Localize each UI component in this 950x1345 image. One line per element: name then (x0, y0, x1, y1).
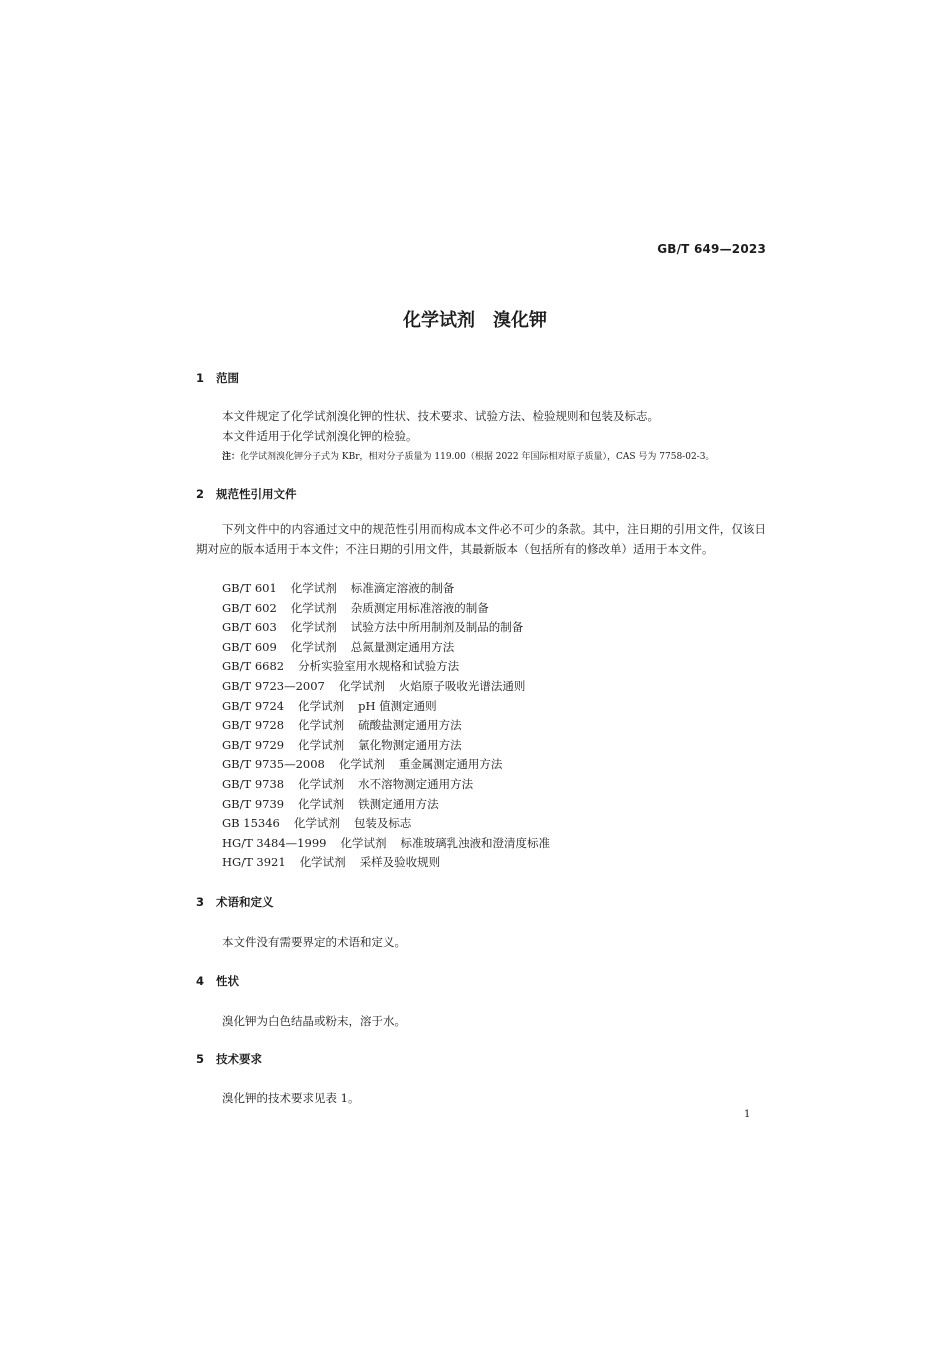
reference-category: 化学试剂 (290, 600, 337, 615)
reference-item (222, 639, 550, 659)
reference-item (222, 698, 550, 718)
reference-code: GB/T 9723—2007 (222, 678, 325, 693)
reference-title: 重金属测定通用方法 (398, 757, 503, 772)
reference-code: GB/T 9724 (222, 698, 285, 713)
reference-title: 火焰原子吸收光谱法通则 (398, 678, 526, 693)
page-number: 1 (744, 1109, 751, 1120)
section-title: 术语和定义 (216, 895, 274, 909)
section-1-heading (196, 370, 239, 386)
reference-item (222, 619, 550, 639)
reference-category: 化学试剂 (338, 678, 385, 693)
section-number: 3 (196, 895, 205, 909)
reference-category: 化学试剂 (290, 581, 337, 595)
section-title: 范围 (216, 371, 239, 385)
reference-code: GB/T 602 (222, 600, 277, 615)
reference-category: 化学试剂 (298, 796, 345, 811)
section-5-heading (196, 1051, 262, 1067)
reference-title: 采样及验收规则 (359, 855, 441, 870)
reference-code: GB/T 9735—2008 (222, 757, 325, 772)
reference-code: GB/T 9728 (222, 718, 285, 733)
reference-item (222, 600, 550, 620)
reference-title: 试验方法中所用制剂及制品的制备 (350, 620, 524, 635)
section-title: 规范性引用文件 (216, 487, 297, 501)
reference-code: GB/T 9729 (222, 737, 285, 752)
reference-category: 化学试剂 (298, 737, 345, 752)
reference-title: pH 值测定通则 (358, 698, 437, 713)
reference-category: 化学试剂 (293, 816, 340, 831)
section-number: 5 (196, 1052, 205, 1066)
terms-paragraph: 本文件没有需要界定的术语和定义。 (222, 935, 406, 949)
reference-category: 化学试剂 (290, 620, 337, 635)
scope-paragraph-1: 本文件规定了化学试剂溴化钾的性状、技术要求、试验方法、检验规则和包装及标志。 (222, 409, 659, 423)
reference-title: 氯化物测定通用方法 (358, 737, 462, 752)
reference-category: 化学试剂 (298, 698, 345, 713)
document-code: GB/T 649—2023 (657, 242, 766, 256)
reference-item (222, 854, 550, 874)
reference-code: GB/T 601 (222, 581, 277, 595)
reference-category: 化学试剂 (298, 718, 345, 733)
section-3-heading (196, 894, 274, 910)
reference-item (222, 835, 550, 855)
note-label: 注： (222, 452, 241, 462)
reference-code: HG/T 3484—1999 (222, 835, 327, 850)
reference-item (222, 658, 550, 678)
reference-title: 标准玻璃乳浊液和澄清度标准 (400, 835, 550, 850)
document-title: 化学试剂 溴化钾 (403, 310, 547, 331)
reference-code: GB/T 609 (222, 639, 277, 654)
section-number: 2 (196, 487, 205, 501)
properties-paragraph: 溴化钾为白色结晶或粉末，溶于水。 (222, 1014, 406, 1028)
requirements-paragraph: 溴化钾的技术要求见表 1。 (222, 1091, 360, 1105)
reference-item (222, 796, 550, 816)
reference-title: 总氮量测定通用方法 (350, 639, 455, 654)
reference-item (222, 737, 550, 757)
reference-category: 化学试剂 (338, 757, 385, 772)
reference-list (222, 580, 550, 874)
reference-code: GB/T 603 (222, 620, 277, 635)
reference-item (222, 678, 550, 698)
reference-item (222, 776, 550, 796)
section-number: 1 (196, 371, 205, 385)
section-number: 4 (196, 974, 205, 988)
section-title: 性状 (216, 974, 239, 988)
reference-code: HG/T 3921 (222, 855, 286, 870)
reference-title: 分析实验室用水规格和试验方法 (298, 659, 460, 674)
section-2-heading (196, 486, 297, 502)
reference-code: GB 15346 (222, 816, 280, 831)
reference-item (222, 756, 550, 776)
reference-code: GB/T 9738 (222, 776, 285, 791)
reference-title: 铁测定通用方法 (358, 796, 439, 811)
note-text: 化学试剂溴化钾分子式为 KBr，相对分子质量为 119.00（根据 2022 年国际相对原子质量），CAS 号为 7758-02-3。 (240, 452, 715, 462)
reference-title: 包装及标志 (353, 816, 412, 831)
reference-category: 化学试剂 (290, 639, 337, 654)
reference-code: GB/T 9739 (222, 796, 285, 811)
scope-note (222, 449, 714, 462)
reference-item (222, 717, 550, 737)
reference-title: 标准滴定溶液的制备 (350, 581, 455, 595)
reference-category: 化学试剂 (299, 855, 346, 870)
reference-item (222, 815, 550, 835)
reference-category: 化学试剂 (298, 776, 345, 791)
reference-title: 杂质测定用标准溶液的制备 (350, 600, 489, 615)
scope-paragraph-2: 本文件适用于化学试剂溴化钾的检验。 (222, 429, 418, 443)
section-title: 技术要求 (216, 1052, 262, 1066)
reference-title: 硫酸盐测定通用方法 (358, 718, 462, 733)
normative-intro: 下列文件中的内容通过文中的规范性引用而构成本文件必不可少的条款。其中，注日期的引用文件，仅该日期对应的版本适用于本文件；不注日期的引用文件，其最新版本（包括所有的修改单）适用于本文件。 (196, 522, 766, 556)
reference-title: 水不溶物测定通用方法 (358, 776, 474, 791)
section-4-heading (196, 973, 239, 989)
reference-item (222, 580, 550, 600)
reference-category: 化学试剂 (340, 835, 387, 850)
reference-code: GB/T 6682 (222, 659, 285, 674)
